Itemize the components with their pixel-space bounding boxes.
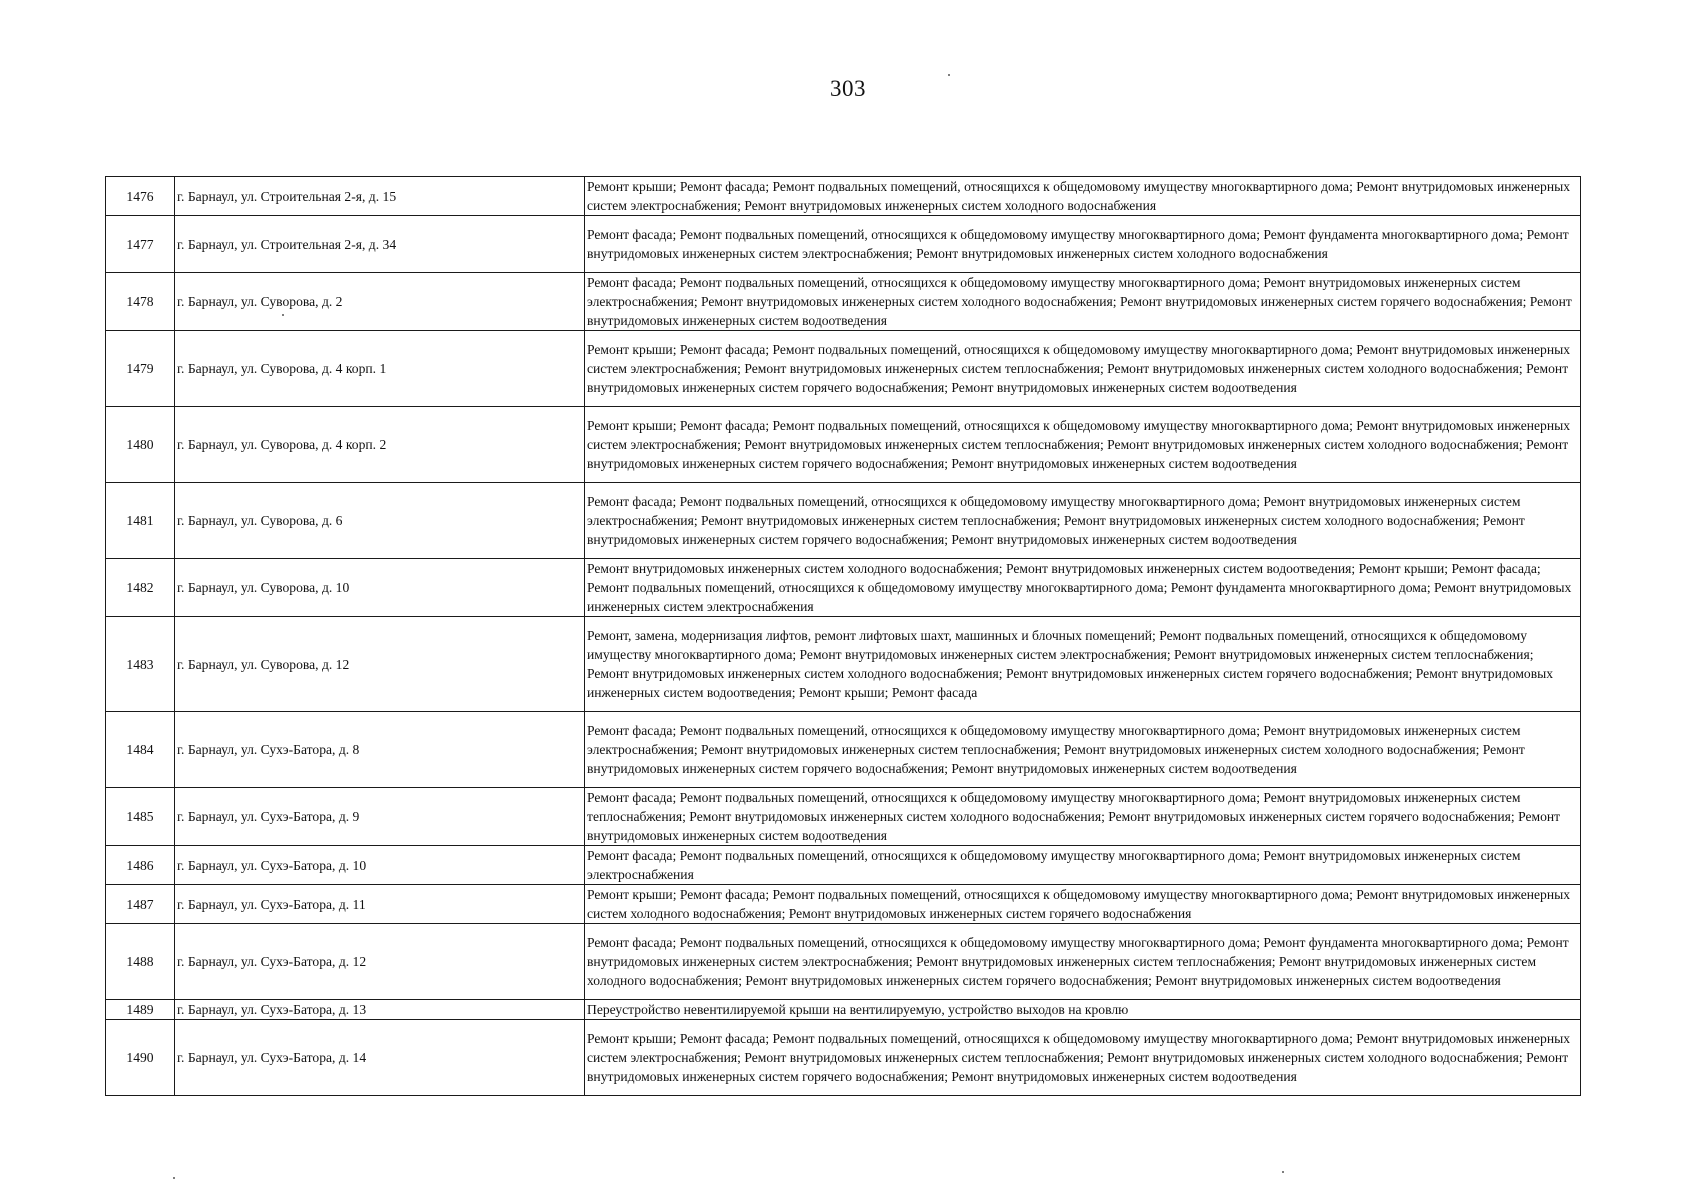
row-number: 1479: [106, 331, 175, 407]
table-row: [106, 407, 1581, 483]
scan-speck: [173, 1177, 175, 1179]
row-works: Ремонт фасада; Ремонт подвальных помещений, относящихся к общедомовому имуществу многоквартирного дома; Ремонт внутридомовых инженерных систем электроснабжения; Ремонт внутридомовых инженерных систем теплоснабжения; Ремонт внутридомовых инженерных систем холодного водоснабжения; Ремонт внутридомовых инженерных систем горячего водоснабжения; Ремонт внутридомовых инженерных систем водоотведения: [585, 483, 1581, 559]
table-row: [106, 1000, 1581, 1020]
row-address: г. Барнаул, ул. Строительная 2-я, д. 15: [175, 177, 585, 216]
row-address: г. Барнаул, ул. Сухэ-Батора, д. 11: [175, 885, 585, 924]
row-works: Ремонт крыши; Ремонт фасада; Ремонт подвальных помещений, относящихся к общедомовому имуществу многоквартирного дома; Ремонт внутридомовых инженерных систем электроснабжения; Ремонт внутридомовых инженерных систем теплоснабжения; Ремонт внутридомовых инженерных систем холодного водоснабжения; Ремонт внутридомовых инженерных систем горячего водоснабжения; Ремонт внутридомовых инженерных систем водоотведения: [585, 331, 1581, 407]
row-number: 1490: [106, 1020, 175, 1096]
row-number: 1484: [106, 712, 175, 788]
row-works: Ремонт крыши; Ремонт фасада; Ремонт подвальных помещений, относящихся к общедомовому имуществу многоквартирного дома; Ремонт внутридомовых инженерных систем электроснабжения; Ремонт внутридомовых инженерных систем теплоснабжения; Ремонт внутридомовых инженерных систем холодного водоснабжения; Ремонт внутридомовых инженерных систем горячего водоснабжения; Ремонт внутридомовых инженерных систем водоотведения: [585, 1020, 1581, 1096]
table-row: [106, 788, 1581, 846]
row-address: г. Барнаул, ул. Суворова, д. 2: [175, 273, 585, 331]
row-address: г. Барнаул, ул. Сухэ-Батора, д. 8: [175, 712, 585, 788]
row-number: 1476: [106, 177, 175, 216]
table-row: [106, 1020, 1581, 1096]
works-table: [105, 176, 1581, 1096]
row-works: Ремонт крыши; Ремонт фасада; Ремонт подвальных помещений, относящихся к общедомовому имуществу многоквартирного дома; Ремонт внутридомовых инженерных систем электроснабжения; Ремонт внутридомовых инженерных систем теплоснабжения; Ремонт внутридомовых инженерных систем холодного водоснабжения; Ремонт внутридомовых инженерных систем горячего водоснабжения; Ремонт внутридомовых инженерных систем водоотведения: [585, 407, 1581, 483]
table-row: [106, 617, 1581, 712]
scan-speck: [948, 74, 950, 76]
scan-speck: [1282, 1171, 1284, 1173]
row-address: г. Барнаул, ул. Суворова, д. 10: [175, 559, 585, 617]
row-address: г. Барнаул, ул. Сухэ-Батора, д. 12: [175, 924, 585, 1000]
row-address: г. Барнаул, ул. Суворова, д. 12: [175, 617, 585, 712]
row-works: Ремонт, замена, модернизация лифтов, ремонт лифтовых шахт, машинных и блочных помещений; Ремонт подвальных помещений, относящихся к общедомовому имуществу многоквартирного дома; Ремонт внутридомовых инженерных систем электроснабжения; Ремонт внутридомовых инженерных систем теплоснабжения; Ремонт внутридомовых инженерных систем холодного водоснабжения; Ремонт внутридомовых инженерных систем горячего водоснабжения; Ремонт внутридомовых инженерных систем водоотведения; Ремонт крыши; Ремонт фасада: [585, 617, 1581, 712]
row-number: 1486: [106, 846, 175, 885]
row-works: Ремонт крыши; Ремонт фасада; Ремонт подвальных помещений, относящихся к общедомовому имуществу многоквартирного дома; Ремонт внутридомовых инженерных систем электроснабжения; Ремонт внутридомовых инженерных систем холодного водоснабжения: [585, 177, 1581, 216]
row-works: Переустройство невентилируемой крыши на вентилируемую, устройство выходов на кровлю: [585, 1000, 1581, 1020]
row-number: 1487: [106, 885, 175, 924]
works-table-body: [106, 177, 1581, 1096]
row-address: г. Барнаул, ул. Строительная 2-я, д. 34: [175, 216, 585, 273]
row-address: г. Барнаул, ул. Суворова, д. 4 корп. 2: [175, 407, 585, 483]
row-address: г. Барнаул, ул. Суворова, д. 4 корп. 1: [175, 331, 585, 407]
row-works: Ремонт внутридомовых инженерных систем холодного водоснабжения; Ремонт внутридомовых инженерных систем водоотведения; Ремонт крыши; Ремонт фасада; Ремонт подвальных помещений, относящихся к общедомовому имуществу многоквартирного дома; Ремонт фундамента многоквартирного дома; Ремонт внутридомовых инженерных систем электроснабжения: [585, 559, 1581, 617]
table-row: [106, 483, 1581, 559]
table-row: [106, 273, 1581, 331]
page-number: 303: [830, 76, 866, 101]
row-works: Ремонт фасада; Ремонт подвальных помещений, относящихся к общедомовому имуществу многоквартирного дома; Ремонт внутридомовых инженерных систем теплоснабжения; Ремонт внутридомовых инженерных систем холодного водоснабжения; Ремонт внутридомовых инженерных систем горячего водоснабжения; Ремонт внутридомовых инженерных систем водоотведения: [585, 788, 1581, 846]
row-number: 1477: [106, 216, 175, 273]
table-row: [106, 331, 1581, 407]
table-row: [106, 177, 1581, 216]
row-number: 1483: [106, 617, 175, 712]
table-row: [106, 846, 1581, 885]
table-row: [106, 885, 1581, 924]
table-row: [106, 712, 1581, 788]
row-number: 1480: [106, 407, 175, 483]
row-number: 1482: [106, 559, 175, 617]
row-address: г. Барнаул, ул. Суворова, д. 6: [175, 483, 585, 559]
row-address: г. Барнаул, ул. Сухэ-Батора, д. 13: [175, 1000, 585, 1020]
table-row: [106, 559, 1581, 617]
table-row: [106, 216, 1581, 273]
row-address: г. Барнаул, ул. Сухэ-Батора, д. 14: [175, 1020, 585, 1096]
row-address: г. Барнаул, ул. Сухэ-Батора, д. 9: [175, 788, 585, 846]
row-works: Ремонт фасада; Ремонт подвальных помещений, относящихся к общедомовому имуществу многоквартирного дома; Ремонт фундамента многоквартирного дома; Ремонт внутридомовых инженерных систем электроснабжения; Ремонт внутридомовых инженерных систем теплоснабжения; Ремонт внутридомовых инженерных систем холодного водоснабжения; Ремонт внутридомовых инженерных систем горячего водоснабжения; Ремонт внутридомовых инженерных систем водоотведения: [585, 924, 1581, 1000]
row-number: 1481: [106, 483, 175, 559]
row-works: Ремонт фасада; Ремонт подвальных помещений, относящихся к общедомовому имуществу многоквартирного дома; Ремонт внутридомовых инженерных систем электроснабжения; Ремонт внутридомовых инженерных систем холодного водоснабжения; Ремонт внутридомовых инженерных систем горячего водоснабжения; Ремонт внутридомовых инженерных систем водоотведения: [585, 273, 1581, 331]
row-works: Ремонт фасада; Ремонт подвальных помещений, относящихся к общедомовому имуществу многоквартирного дома; Ремонт фундамента многоквартирного дома; Ремонт внутридомовых инженерных систем электроснабжения; Ремонт внутридомовых инженерных систем холодного водоснабжения: [585, 216, 1581, 273]
row-address: г. Барнаул, ул. Сухэ-Батора, д. 10: [175, 846, 585, 885]
table-row: [106, 924, 1581, 1000]
row-works: Ремонт фасада; Ремонт подвальных помещений, относящихся к общедомовому имуществу многоквартирного дома; Ремонт внутридомовых инженерных систем электроснабжения: [585, 846, 1581, 885]
row-works: Ремонт фасада; Ремонт подвальных помещений, относящихся к общедомовому имуществу многоквартирного дома; Ремонт внутридомовых инженерных систем электроснабжения; Ремонт внутридомовых инженерных систем теплоснабжения; Ремонт внутридомовых инженерных систем холодного водоснабжения; Ремонт внутридомовых инженерных систем горячего водоснабжения; Ремонт внутридомовых инженерных систем водоотведения: [585, 712, 1581, 788]
row-works: Ремонт крыши; Ремонт фасада; Ремонт подвальных помещений, относящихся к общедомовому имуществу многоквартирного дома; Ремонт внутридомовых инженерных систем холодного водоснабжения; Ремонт внутридомовых инженерных систем горячего водоснабжения: [585, 885, 1581, 924]
row-number: 1489: [106, 1000, 175, 1020]
row-number: 1478: [106, 273, 175, 331]
row-number: 1488: [106, 924, 175, 1000]
row-number: 1485: [106, 788, 175, 846]
